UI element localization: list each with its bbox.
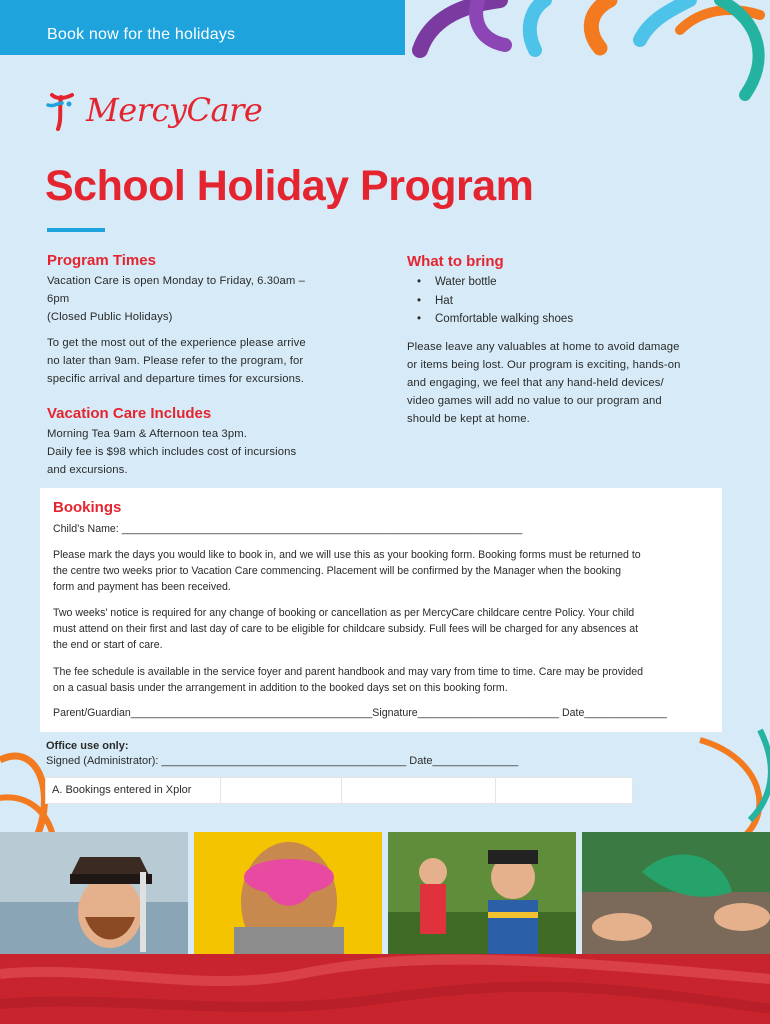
- bookings-para2-line1: Two weeks’ notice is required for any change of booking or cancellation as per MercyCare childcare centre Policy. Your child: [53, 607, 635, 619]
- bookings-para2-line2: must attend on their first and last day of care to be eligible for childcare subsidy. Full fees will be charged for any absences at: [53, 623, 639, 635]
- slime-child-illustration: [194, 832, 382, 954]
- vacation-care-line3: and excursions.: [47, 464, 128, 476]
- banner-text: Book now for the holidays: [47, 26, 236, 43]
- list-item: • Comfortable walking shoes: [415, 310, 573, 329]
- photo-strip: [0, 832, 770, 954]
- vacation-care-heading: Vacation Care Includes: [47, 405, 212, 422]
- program-times-para2-line2: no later than 9am. Please refer to the program, for: [47, 355, 304, 367]
- page-title: School Holiday Program: [45, 162, 534, 210]
- footer-pattern-decoration: [0, 954, 770, 1024]
- craft-activity-illustration: [582, 832, 770, 954]
- program-times-line3: (Closed Public Holidays): [47, 311, 173, 323]
- list-item: • Water bottle: [415, 273, 573, 292]
- logo-text: MercyCare: [86, 91, 263, 129]
- program-times-line2: 6pm: [47, 293, 70, 305]
- xplor-cell[interactable]: [342, 778, 496, 803]
- office-use-label: Office use only:: [46, 740, 129, 752]
- xplor-table: [45, 777, 633, 804]
- vacation-care-line1: Morning Tea 9am & Afternoon tea 3pm.: [47, 428, 247, 440]
- bookings-heading: Bookings: [53, 499, 122, 516]
- mercycare-cross-icon: [44, 89, 78, 131]
- what-to-bring-para-line5: should be kept at home.: [407, 413, 530, 425]
- what-to-bring-para-line4: video games will add no value to our program and: [407, 395, 662, 407]
- what-to-bring-para-line1: Please leave any valuables at home to avoid damage: [407, 341, 680, 353]
- bookings-para1-line1: Please mark the days you would like to book in, and we will use this as your booking form. Booking forms must be returned to: [53, 549, 641, 561]
- bookings-para1-line3: form and payment has been received.: [53, 581, 231, 593]
- program-times-line1: Vacation Care is open Monday to Friday, 6.30am –: [47, 275, 306, 287]
- what-to-bring-para-line2: or items being lost. Our program is exciting, hands-on: [407, 359, 681, 371]
- top-banner: [0, 0, 405, 55]
- program-times-heading: Program Times: [47, 252, 156, 269]
- photo-pirate-child: [0, 832, 188, 954]
- administrator-signature-field[interactable]: Signed (Administrator): ________________________________________ Date______________: [46, 755, 519, 767]
- program-times-para2-line1: To get the most out of the experience please arrive: [47, 337, 306, 349]
- list-item: • Hat: [415, 292, 573, 311]
- photo-slime-child: [194, 832, 382, 954]
- xplor-label: A. Bookings entered in Xplor: [46, 778, 221, 803]
- what-to-bring-heading: What to bring: [407, 253, 504, 270]
- bookings-para2-line3: the end or start of care.: [53, 639, 163, 651]
- footer-band: [0, 954, 770, 1024]
- program-times-para2-line3: specific arrival and departure times for excursions.: [47, 373, 304, 385]
- bookings-para3-line2: on a casual basis under the arrangement in addition to the booked days set on this booking form.: [53, 682, 508, 694]
- bookings-para1-line2: the centre two weeks prior to Vacation Care commencing. Placement will be confirmed by the Manager when the booking: [53, 565, 622, 577]
- vacation-care-line2: Daily fee is $98 which includes cost of incursions: [47, 446, 297, 458]
- bookings-form: [40, 488, 722, 732]
- playing-children-illustration: [388, 832, 576, 954]
- mercycare-logo: [44, 88, 262, 132]
- bookings-para3-line1: The fee schedule is available in the service foyer and parent handbook and may vary from time to time. Care may be provided: [53, 666, 644, 678]
- title-underline: [47, 228, 105, 232]
- pirate-child-illustration: [0, 832, 188, 954]
- xplor-cell[interactable]: [496, 778, 632, 803]
- parent-signature-field[interactable]: Parent/Guardian_________________________________________Signature________________________ Date______________: [53, 707, 667, 719]
- what-to-bring-para-line3: and engaging, we feel that any hand-held devices/: [407, 377, 664, 389]
- child-name-field[interactable]: Child’s Name: ____________________________________________________________________: [53, 523, 523, 535]
- photo-playing-children: [388, 832, 576, 954]
- what-to-bring-list: [415, 273, 573, 329]
- photo-craft-activity: [582, 832, 770, 954]
- xplor-cell[interactable]: [221, 778, 342, 803]
